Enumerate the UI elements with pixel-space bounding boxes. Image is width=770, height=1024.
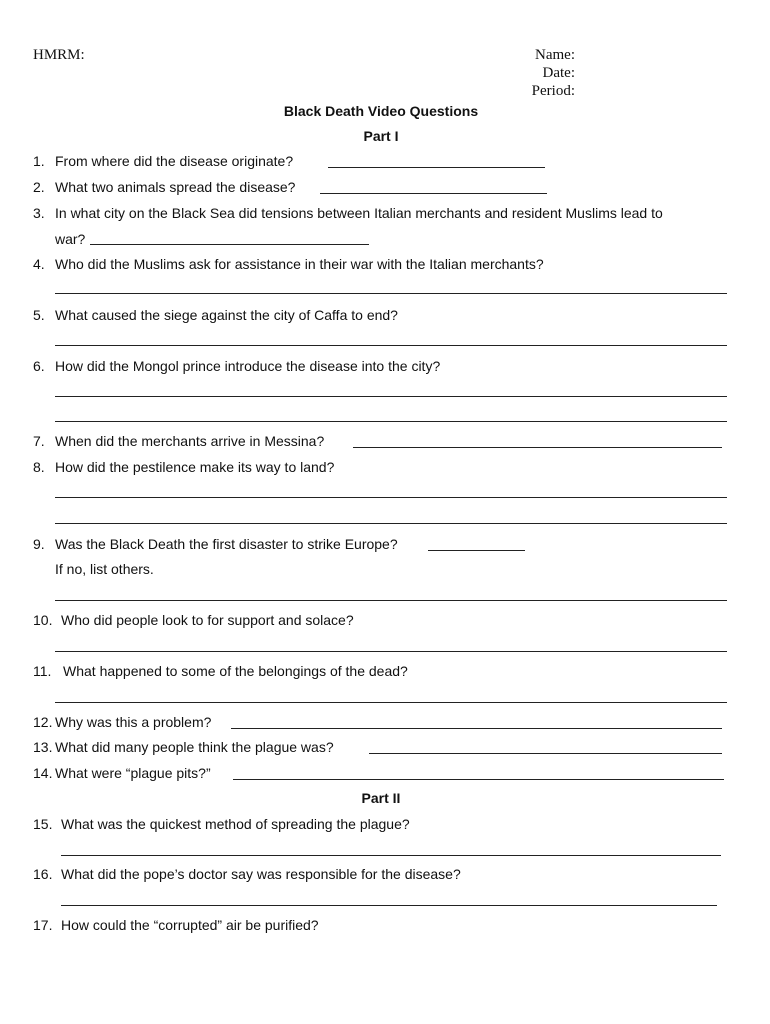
- question-number: 14.: [33, 765, 53, 781]
- question-text: Why was this a problem?: [55, 714, 212, 730]
- answer-line[interactable]: [55, 523, 727, 524]
- answer-line[interactable]: [55, 293, 727, 294]
- question-text: What two animals spread the disease?: [55, 179, 296, 195]
- hmrm-label: HMRM:: [33, 47, 85, 63]
- question-text: In what city on the Black Sea did tensions between Italian merchants and resident Muslims lead to: [55, 205, 663, 221]
- answer-line[interactable]: [428, 550, 525, 551]
- answer-line[interactable]: [233, 779, 724, 780]
- answer-line[interactable]: [231, 728, 722, 729]
- question-number: 16.: [33, 866, 53, 882]
- question-text: How did the Mongol prince introduce the disease into the city?: [55, 358, 441, 374]
- answer-line[interactable]: [55, 345, 727, 346]
- question-number: 4.: [33, 256, 45, 272]
- answer-line[interactable]: [55, 702, 727, 703]
- page-title: Black Death Video Questions: [283, 103, 479, 119]
- question-number: 6.: [33, 358, 45, 374]
- question-number: 2.: [33, 179, 45, 195]
- question-text: Was the Black Death the first disaster to strike Europe?: [55, 536, 398, 552]
- answer-line[interactable]: [320, 193, 547, 194]
- question-text: What happened to some of the belongings of the dead?: [63, 663, 408, 679]
- answer-line[interactable]: [353, 447, 722, 448]
- question-text-continued: If no, list others.: [55, 561, 154, 577]
- question-text: Who did the Muslims ask for assistance in their war with the Italian merchants?: [55, 256, 544, 272]
- question-text: What caused the siege against the city of Caffa to end?: [55, 307, 398, 323]
- question-number: 11.: [33, 663, 52, 679]
- answer-line[interactable]: [90, 244, 369, 245]
- question-number: 17.: [33, 917, 53, 933]
- answer-line[interactable]: [328, 167, 545, 168]
- question-number: 9.: [33, 536, 45, 552]
- answer-line[interactable]: [55, 396, 727, 397]
- question-number: 10.: [33, 612, 53, 628]
- answer-line[interactable]: [61, 905, 717, 906]
- period-label: Period:: [531, 83, 575, 99]
- question-text: From where did the disease originate?: [55, 153, 294, 169]
- question-text: What did many people think the plague was?: [55, 739, 334, 755]
- question-text: How did the pestilence make its way to land?: [55, 459, 335, 475]
- answer-line[interactable]: [369, 753, 722, 754]
- answer-line[interactable]: [61, 855, 721, 856]
- question-number: 12.: [33, 714, 53, 730]
- answer-line[interactable]: [55, 600, 727, 601]
- question-text-continued: war?: [55, 231, 86, 247]
- question-text: Who did people look to for support and solace?: [61, 612, 354, 628]
- question-number: 5.: [33, 307, 45, 323]
- question-text: When did the merchants arrive in Messina?: [55, 433, 325, 449]
- answer-line[interactable]: [55, 651, 727, 652]
- name-label: Name:: [535, 47, 575, 63]
- question-number: 3.: [33, 205, 45, 221]
- question-number: 15.: [33, 816, 53, 832]
- question-text: What was the quickest method of spreading the plague?: [61, 816, 410, 832]
- part-one-heading: Part I: [363, 128, 399, 144]
- question-number: 7.: [33, 433, 45, 449]
- question-text: What were “plague pits?”: [55, 765, 211, 781]
- part-two-heading: Part II: [361, 790, 401, 806]
- date-label: Date:: [542, 65, 575, 81]
- question-text: What did the pope’s doctor say was responsible for the disease?: [61, 866, 461, 882]
- question-number: 13.: [33, 739, 53, 755]
- answer-line[interactable]: [55, 421, 727, 422]
- answer-line[interactable]: [55, 497, 727, 498]
- question-text: How could the “corrupted” air be purified?: [61, 917, 319, 933]
- question-number: 8.: [33, 459, 45, 475]
- question-number: 1.: [33, 153, 45, 169]
